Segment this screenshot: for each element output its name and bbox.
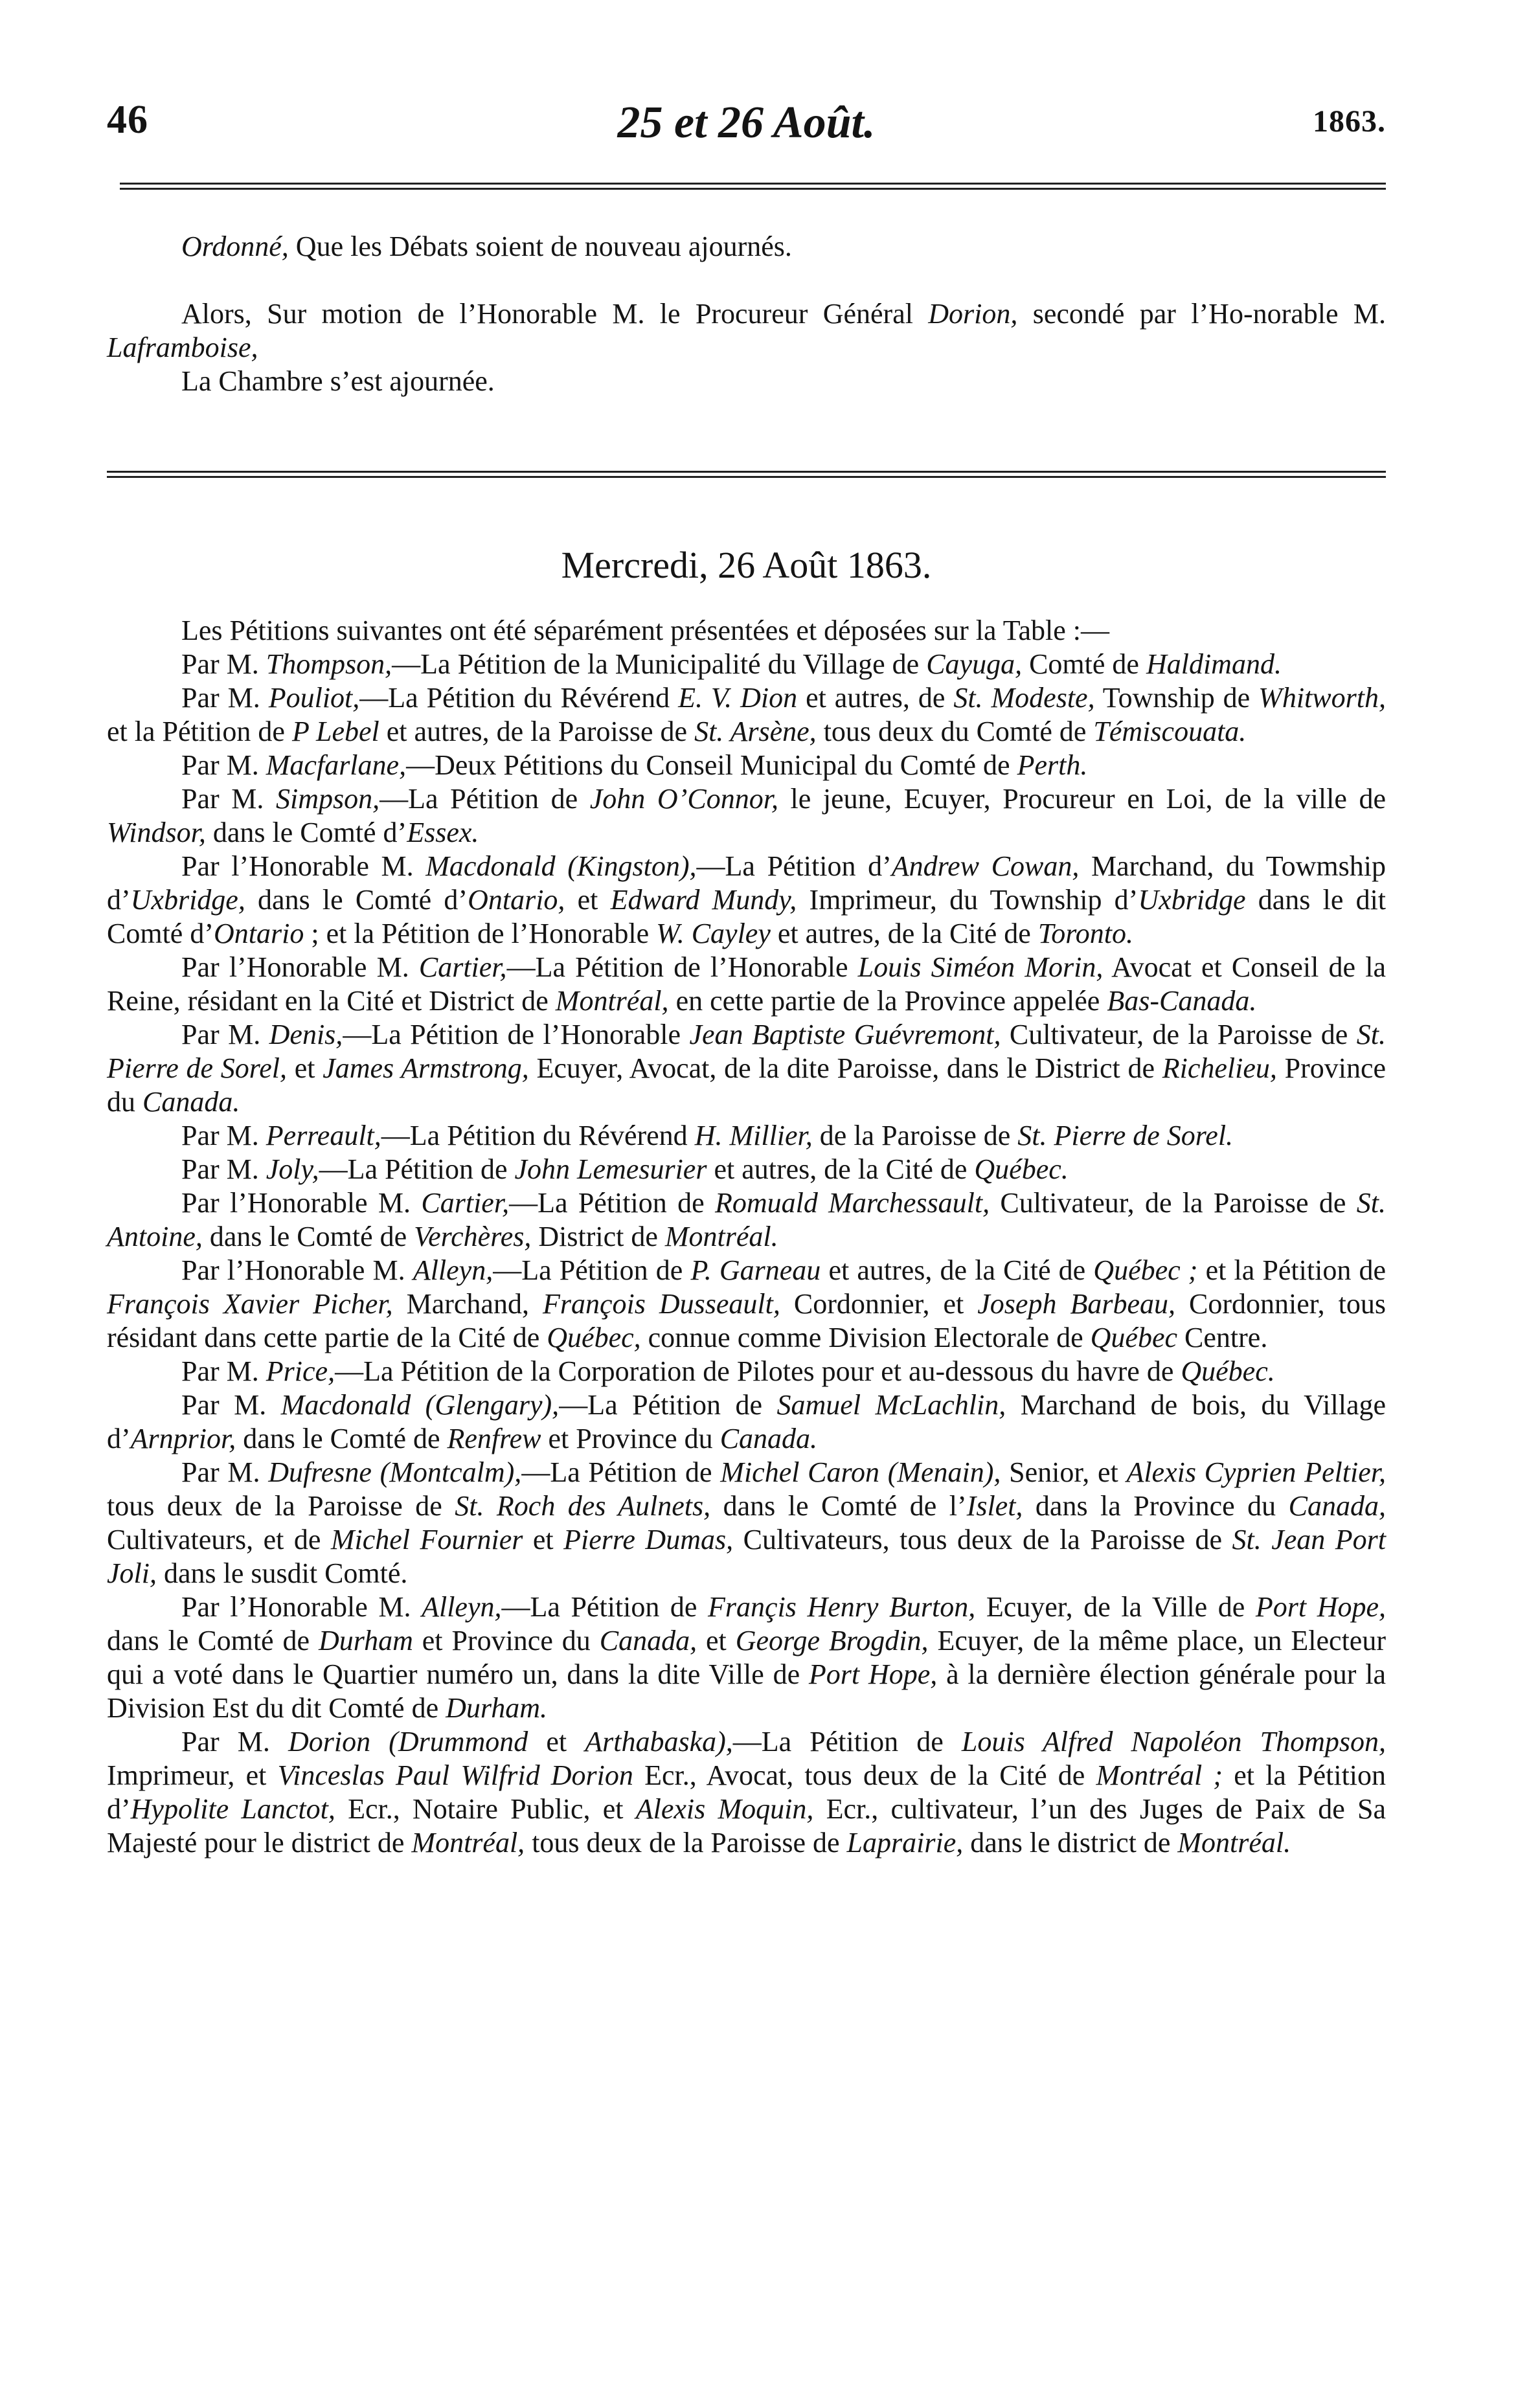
petition-name: Alexis Moquin, (635, 1793, 814, 1825)
petition-text: Ecr., Notaire Public, et (335, 1793, 636, 1825)
petition-text: —La Pétition de (501, 1591, 708, 1623)
petition-text: Marchand, (392, 1288, 543, 1320)
petition-text: et autres, de (797, 682, 954, 714)
petition-name: Port Hope, (808, 1658, 938, 1690)
petition-text: Par l’Honorable M. (181, 951, 419, 983)
page-header (107, 97, 1386, 149)
ordered-label: Ordonné, (181, 231, 289, 262)
petition-entry (107, 749, 1386, 782)
petition-name: Montréal. (1177, 1827, 1291, 1859)
petition-name: Canada. (142, 1086, 240, 1118)
petition-name: St. Arsène, (694, 716, 817, 747)
motion-paragraph (107, 297, 1386, 365)
petition-name: Québec (1090, 1322, 1178, 1353)
petition-text: Cordonnier, tous résidant dans cette partie de la Cité de (107, 1288, 1386, 1353)
petition-name: St. Pierre de Sorel, (107, 1019, 1386, 1084)
petition-text: —La Pétition de la Corporation de Pilotes pour et au-dessous du havre de (335, 1355, 1181, 1387)
petition-text: et Province du (541, 1423, 720, 1454)
petition-text: et autres, de la Cité de (707, 1153, 975, 1185)
petition-text: Cordonnier, et (780, 1288, 978, 1320)
petition-name: Louis Alfred Napoléon Thompson, (961, 1726, 1386, 1757)
petition-text: et (697, 1625, 736, 1656)
petition-entry (107, 1153, 1386, 1186)
petition-name: Montréal, (555, 985, 669, 1017)
petition-name: Québec, (547, 1322, 641, 1353)
motion-text-1: Alors, Sur motion de l’Honorable M. le Procureur Général (181, 298, 929, 330)
ordered-paragraph (107, 230, 1386, 264)
petition-text: le jeune, Ecuyer, Procureur en Loi, de la ville de (778, 783, 1386, 815)
petition-text: tous deux du Comté de (816, 716, 1094, 747)
petition-text: Marchand de bois, du Village d’ (107, 1389, 1387, 1454)
petition-name: Price, (266, 1355, 335, 1387)
petition-entries (107, 648, 1386, 1860)
petition-name: Verchères, (414, 1221, 532, 1252)
petition-name: Romuald Marchessault, (714, 1187, 990, 1219)
petition-name: P. Garneau (690, 1254, 821, 1286)
petition-name: W. Cayley (656, 918, 771, 949)
petition-name: Alexis Cyprien Peltier, (1126, 1456, 1386, 1488)
petition-text: Ecr., cultivateur, l’un des Juges de Paix de Sa Majesté pour le district de (107, 1793, 1386, 1859)
petition-name: Islet, (966, 1490, 1023, 1522)
petition-name: Joly, (266, 1153, 319, 1185)
petition-name: Jean Baptiste Guévremont, (689, 1019, 1001, 1050)
petition-text: dans le Comté de (107, 1625, 319, 1656)
petition-text: et la Pétition de (1197, 1254, 1387, 1286)
petition-entry (107, 1355, 1386, 1388)
petition-name: Thompson, (266, 648, 392, 680)
petition-text: Par M. (181, 1019, 269, 1050)
petition-name: Whitworth, (1258, 682, 1386, 714)
petition-name: Ontario (213, 918, 304, 949)
petition-name: Denis, (269, 1019, 343, 1050)
petition-text: tous deux de la Paroisse de (107, 1490, 455, 1522)
petition-entry (107, 1018, 1386, 1119)
petition-text: —La Pétition de (521, 1456, 721, 1488)
petition-text: Imprimeur, et (107, 1759, 278, 1791)
petition-entry (107, 1119, 1386, 1153)
petition-text: Cultivateur, de la Paroisse de (990, 1187, 1357, 1219)
petition-entry (107, 951, 1386, 1018)
petition-text: —La Pétition de (559, 1389, 777, 1421)
petition-text: et (528, 1726, 585, 1757)
petition-entry (107, 782, 1386, 850)
petition-name: Michel Fournier (330, 1524, 523, 1555)
petition-text: Imprimeur, du Township d’ (797, 884, 1138, 916)
petition-text: Marchand, du Towmship d’ (107, 850, 1386, 916)
petition-text: et (565, 884, 611, 916)
petition-entry (107, 1254, 1386, 1355)
petition-name: P Lebel (291, 716, 379, 747)
petition-text: de la Paroisse de (812, 1120, 1018, 1151)
petition-name: St. Roch des Aulnets, (455, 1490, 711, 1522)
petition-text: et Province du (413, 1625, 600, 1656)
petition-text: Par M. (181, 1456, 269, 1488)
petition-text: —La Pétition de la Municipalité du Village de (392, 648, 927, 680)
petition-text: Par M. (181, 749, 266, 781)
section-divider (107, 471, 1386, 478)
petition-text: dans le Comté de (236, 1423, 447, 1454)
petition-text: Par M. (181, 1120, 266, 1151)
petition-entry (107, 1388, 1386, 1456)
petition-text: Avocat et Conseil de la Reine, résidant en la Cité et District de (107, 951, 1386, 1017)
petition-name: Laprairie, (846, 1827, 964, 1859)
petition-text: Ecuyer, de la Ville de (975, 1591, 1256, 1623)
petition-text: —La Pétition de (732, 1726, 962, 1757)
petition-text: —La Pétition de l’Honorable (506, 951, 858, 983)
page-title: 25 et 26 Août. (617, 98, 876, 148)
petition-name: Bas-Canada. (1107, 985, 1257, 1017)
petition-text: dans la Province du (1023, 1490, 1289, 1522)
petition-entry (107, 1590, 1386, 1725)
petition-text: Comté de (1022, 648, 1146, 680)
page-number: 46 (107, 98, 148, 142)
petition-name: E. V. Dion (678, 682, 798, 714)
petition-text: Senior, et (1001, 1456, 1127, 1488)
petition-name: Toronto. (1037, 918, 1133, 949)
petition-entry (107, 850, 1386, 951)
petition-name: H. Millier, (694, 1120, 813, 1151)
petition-text: Par M. (181, 1389, 281, 1421)
petition-name: Pouliot, (268, 682, 360, 714)
petition-entry (107, 681, 1386, 749)
petition-text: Cultivateurs, tous deux de la Paroisse de (733, 1524, 1232, 1555)
petition-text: et la Pétition de (107, 716, 292, 747)
motion-name-2: Laframboise, (107, 332, 258, 363)
petition-name: François Dusseault, (542, 1288, 780, 1320)
petition-name: Dorion (Drummond (288, 1726, 528, 1757)
petition-text: à la dernière élection générale pour la Division Est du dit Comté de (107, 1658, 1387, 1724)
petition-name: Dufresne (Montcalm), (268, 1456, 522, 1488)
petition-name: Macdonald (Kingston), (425, 850, 697, 882)
petition-name: Windsor, (107, 817, 206, 848)
petition-name: Vinceslas Paul Wilfrid Dorion (277, 1759, 633, 1791)
date-heading: Mercredi, 26 Août 1863. (561, 544, 932, 586)
petition-name: Uxbridge (1138, 884, 1246, 916)
petition-text: Par l’Honorable M. (181, 850, 426, 882)
petition-text: Par M. (181, 783, 276, 815)
petition-text: Province du (107, 1052, 1387, 1118)
petition-entry (107, 1725, 1386, 1860)
petition-text: —La Pétition du Révérend (381, 1120, 695, 1151)
petition-name: Michel Caron (Menain), (720, 1456, 1001, 1488)
petition-name: St. Modeste, (953, 682, 1095, 714)
petition-name: Québec. (1181, 1355, 1275, 1387)
petition-text: en cette partie de la Province appelée (668, 985, 1107, 1017)
petition-name: Durham. (446, 1692, 547, 1724)
petition-text: dans le Comté d’ (245, 884, 468, 916)
petition-text: et (287, 1052, 323, 1084)
petition-entry (107, 1456, 1386, 1590)
petition-entry (107, 1186, 1386, 1254)
petition-name: Canada, (599, 1625, 697, 1656)
petition-text: Township de (1094, 682, 1259, 714)
petition-text: ; et la Pétition de l’Honorable (304, 918, 657, 949)
petition-name: Cartier, (421, 1187, 510, 1219)
header-year: 1863. (1313, 104, 1386, 139)
petition-name: St. Antoine, (107, 1187, 1386, 1252)
petition-text: tous deux de la Paroisse de (525, 1827, 847, 1859)
petition-text: Par l’Honorable M. (181, 1591, 422, 1623)
petition-name: Françis Henry Burton, (708, 1591, 976, 1623)
petition-text: Ecuyer, de la même place, un Electeur qui a voté dans le Quartier numéro un, dans la dite Ville de (107, 1625, 1386, 1690)
petition-name: Uxbridge, (130, 884, 245, 916)
header-divider (120, 183, 1386, 190)
petition-name: Alleyn, (422, 1591, 502, 1623)
petition-text: dans le susdit Comté. (156, 1557, 408, 1589)
petition-name: Cayuga, (926, 648, 1023, 680)
petition-name: Alleyn, (413, 1254, 493, 1286)
petition-text: —Deux Pétitions du Conseil Municipal du Comté de (406, 749, 1017, 781)
petition-text: dans le district de (963, 1827, 1178, 1859)
petition-name: Joseph Barbeau, (977, 1288, 1175, 1320)
petition-name: Macfarlane, (266, 749, 407, 781)
petition-text: Ecr., Avocat, tous deux de la Cité de (633, 1759, 1096, 1791)
petition-name: Edward Mundy, (610, 884, 797, 916)
petition-name: Témiscouata. (1093, 716, 1247, 747)
petition-text: —La Pétition de l’Honorable (343, 1019, 690, 1050)
petition-name: François Xavier Picher, (107, 1288, 393, 1320)
petition-name: John Lemesurier (514, 1153, 707, 1185)
petition-name: Arnprior, (130, 1423, 236, 1454)
petition-text: Par l’Honorable M. (181, 1187, 422, 1219)
petition-name: Canada. (719, 1423, 818, 1454)
journal-page (107, 97, 1386, 1860)
petition-name: Samuel McLachlin, (776, 1389, 1006, 1421)
petition-name: Pierre Dumas, (563, 1524, 734, 1555)
petition-name: Renfrew (447, 1423, 541, 1454)
petition-name: Montréal, (411, 1827, 525, 1859)
petition-name: Louis Siméon Morin, (857, 951, 1104, 983)
petition-name: Simpson, (276, 783, 380, 815)
motion-text-2: secondé par l’Ho-norable M. (1017, 298, 1386, 330)
petition-name: St. Pierre de Sorel. (1017, 1120, 1234, 1151)
petition-text: —La Pétition d’ (696, 850, 892, 882)
petition-name: Haldimand. (1146, 648, 1282, 680)
petition-text: Ecuyer, Avocat, de la dite Paroisse, dans le District de (528, 1052, 1162, 1084)
petition-text: Par M. (181, 1726, 288, 1757)
petition-text: Par M. (181, 682, 269, 714)
petition-text: —La Pétition de (509, 1187, 715, 1219)
petition-text: et la Pétition d’ (107, 1759, 1387, 1825)
petition-text: Cultivateurs, et de (107, 1524, 331, 1555)
petition-name: St. Jean Port Joli, (107, 1524, 1386, 1589)
petition-name: Québec. (974, 1153, 1069, 1185)
petition-name: George Brogdin, (735, 1625, 929, 1656)
petition-text: Par M. (181, 1153, 266, 1185)
petition-text: dans le Comté de (202, 1221, 414, 1252)
ordered-text: Que les Débats soient de nouveau ajournés. (288, 231, 792, 262)
petitions-list (107, 614, 1386, 1860)
motion-name-1: Dorion, (928, 298, 1018, 330)
petition-name: James Armstrong, (323, 1052, 529, 1084)
petition-name: Arthabaska), (585, 1726, 733, 1757)
petition-text: —La Pétition de (319, 1153, 515, 1185)
petition-text: connue comme Division Electorale de (640, 1322, 1091, 1353)
petition-text: District de (531, 1221, 665, 1252)
petition-name: Montréal ; (1096, 1759, 1223, 1791)
petition-name: Cartier, (418, 951, 507, 983)
petition-text: Par M. (181, 648, 266, 680)
petition-name: Ontario, (468, 884, 565, 916)
petition-text: dans le Comté d’ (205, 817, 407, 848)
petition-name: John O’Connor, (589, 783, 778, 815)
petition-name: Port Hope, (1255, 1591, 1386, 1623)
adjourned-paragraph: La Chambre s’est ajournée. (181, 365, 495, 397)
petition-name: Essex. (407, 817, 479, 848)
petition-name: Canada, (1288, 1490, 1387, 1522)
petitions-intro: Les Pétitions suivantes ont été séparément présentées et déposées sur la Table :— (181, 615, 1110, 646)
petition-text: et autres, de la Cité de (821, 1254, 1094, 1286)
petition-name: Montréal. (664, 1221, 778, 1252)
petition-text: —La Pétition de (379, 783, 590, 815)
petition-text: dans le dit Comté d’ (107, 884, 1387, 949)
petition-text: —La Pétition de (493, 1254, 691, 1286)
petition-text: et autres, de la Paroisse de (379, 716, 695, 747)
petition-text: Par l’Honorable M. (181, 1254, 413, 1286)
petition-name: Andrew Cowan, (891, 850, 1080, 882)
petition-name: Richelieu, (1162, 1052, 1277, 1084)
petition-text: Cultivateur, de la Paroisse de (1001, 1019, 1357, 1050)
petition-name: Macdonald (Glengary), (280, 1389, 560, 1421)
petition-entry (107, 648, 1386, 681)
petition-name: Perth. (1017, 749, 1088, 781)
petition-name: Perreault, (266, 1120, 381, 1151)
petition-text: et (523, 1524, 564, 1555)
petition-name: Hypolite Lanctot, (130, 1793, 335, 1825)
petition-name: Québec ; (1093, 1254, 1198, 1286)
petition-name: Durham (318, 1625, 413, 1656)
petition-text: dans le Comté de l’ (710, 1490, 967, 1522)
petition-text: et autres, de la Cité de (770, 918, 1038, 949)
petition-text: —La Pétition du Révérend (359, 682, 679, 714)
petition-text: Centre. (1177, 1322, 1268, 1353)
petition-text: Par M. (181, 1355, 266, 1387)
